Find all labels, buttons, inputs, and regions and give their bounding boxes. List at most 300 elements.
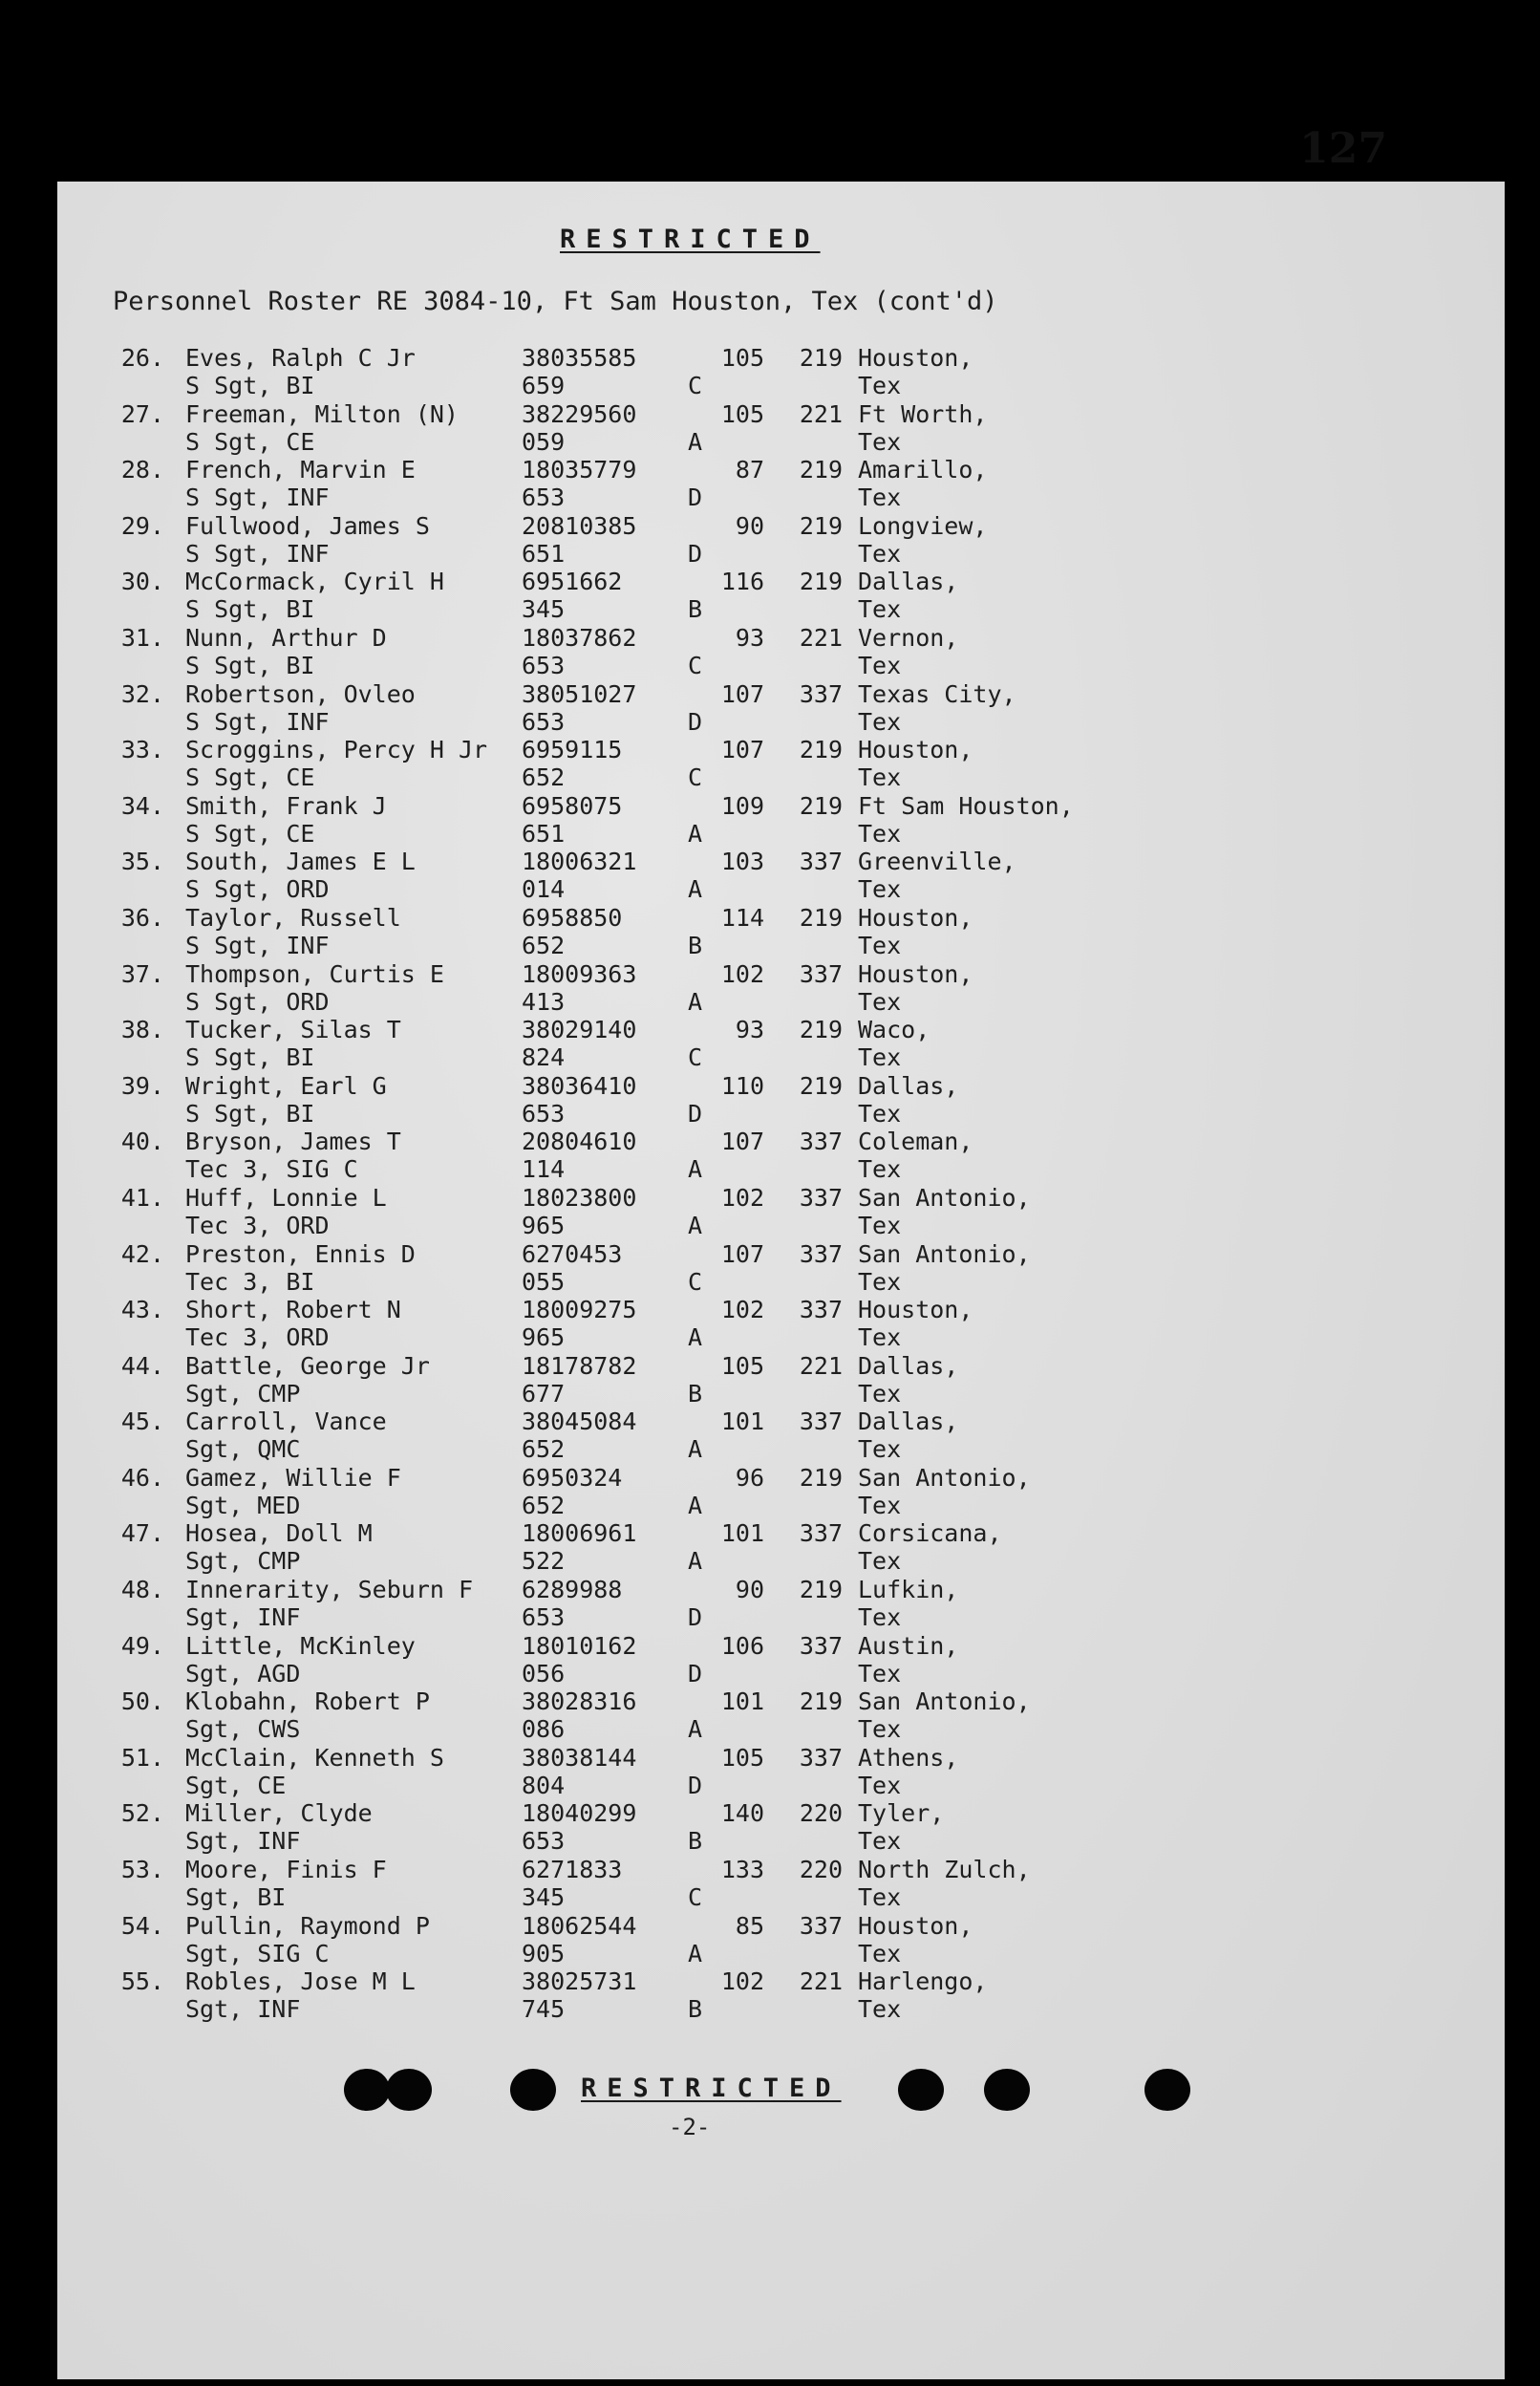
entry-col-b: 337: [799, 1128, 843, 1156]
roster-entry: [0, 1184, 1540, 1240]
entry-col-b: 219: [799, 1016, 843, 1044]
roster-entry: [0, 1632, 1540, 1688]
entry-code: 651: [522, 539, 566, 568]
roster-entry: [0, 680, 1540, 737]
roster-entry: [0, 960, 1540, 1017]
entry-city: Ft Worth,: [858, 399, 988, 428]
entry-name: Robertson, Ovleo: [185, 679, 416, 708]
entry-state: Tex: [858, 1995, 902, 2024]
entry-grade: C: [688, 763, 703, 792]
entry-rank: S Sgt, INF: [185, 539, 330, 568]
entry-number: 37.: [120, 959, 164, 988]
entry-col-a: 96: [735, 1463, 764, 1492]
entry-city: Houston,: [858, 1911, 973, 1940]
entry-code: 522: [522, 1547, 566, 1576]
entry-serial: 6958850: [522, 903, 623, 932]
entry-col-b: 219: [799, 511, 843, 540]
entry-city: Harlengo,: [858, 1967, 988, 1996]
entry-rank: S Sgt, ORD: [185, 987, 330, 1016]
roster-entry: [0, 1072, 1540, 1129]
entry-serial: 18009275: [522, 1296, 637, 1324]
roster-list: [0, 344, 1540, 2024]
entry-col-a: 133: [720, 1856, 764, 1884]
entry-number: 51.: [120, 1743, 164, 1772]
entry-number: 42.: [120, 1239, 164, 1268]
entry-name: Klobahn, Robert P: [185, 1687, 430, 1716]
entry-code: 653: [522, 651, 566, 679]
entry-name: Battle, George Jr: [185, 1351, 430, 1380]
entry-serial: 38036410: [522, 1071, 637, 1100]
entry-code: 653: [522, 484, 566, 512]
entry-state: Tex: [858, 819, 902, 848]
entry-state: Tex: [858, 987, 902, 1016]
entry-grade: C: [688, 651, 703, 679]
entry-col-a: 114: [720, 903, 764, 932]
entry-city: Houston,: [858, 736, 973, 764]
roster-entry: [0, 1408, 1540, 1464]
entry-col-b: 219: [799, 1576, 843, 1604]
entry-number: 52.: [120, 1799, 164, 1828]
entry-number: 45.: [120, 1408, 164, 1436]
entry-number: 53.: [120, 1856, 164, 1884]
entry-serial: 20804610: [522, 1128, 637, 1156]
entry-grade: D: [688, 1771, 703, 1799]
roster-entry: [0, 1856, 1540, 1912]
entry-city: Coleman,: [858, 1128, 973, 1156]
entry-state: Tex: [858, 1099, 902, 1128]
entry-code: 965: [522, 1323, 566, 1352]
entry-rank: Sgt, MED: [185, 1491, 301, 1519]
entry-col-a: 102: [720, 1183, 764, 1212]
entry-col-b: 219: [799, 903, 843, 932]
entry-grade: C: [688, 1883, 703, 1912]
roster-entry: [0, 1016, 1540, 1072]
roster-entry: [0, 1240, 1540, 1297]
entry-number: 46.: [120, 1463, 164, 1492]
entry-col-a: 109: [720, 791, 764, 820]
entry-number: 48.: [120, 1576, 164, 1604]
entry-serial: 38028316: [522, 1687, 637, 1716]
entry-code: 653: [522, 1099, 566, 1128]
entry-state: Tex: [858, 1043, 902, 1072]
entry-code: 055: [522, 1267, 566, 1296]
entry-grade: A: [688, 427, 703, 456]
entry-rank: Sgt, INF: [185, 1603, 301, 1632]
entry-state: Tex: [858, 1659, 902, 1687]
entry-rank: Tec 3, BI: [185, 1267, 315, 1296]
roster-entry: [0, 1744, 1540, 1800]
entry-code: 086: [522, 1715, 566, 1744]
entry-city: Houston,: [858, 903, 973, 932]
roster-entry: [0, 344, 1540, 400]
entry-rank: S Sgt, CE: [185, 819, 315, 848]
entry-name: Smith, Frank J: [185, 791, 387, 820]
entry-serial: 38029140: [522, 1016, 637, 1044]
entry-grade: A: [688, 1211, 703, 1239]
entry-serial: 6950324: [522, 1463, 623, 1492]
entry-grade: A: [688, 1435, 703, 1464]
entry-name: McCormack, Cyril H: [185, 568, 444, 596]
entry-state: Tex: [858, 1379, 902, 1408]
entry-state: Tex: [858, 1491, 902, 1519]
entry-city: Waco,: [858, 1016, 930, 1044]
entry-serial: 38035585: [522, 344, 637, 372]
entry-serial: 18035779: [522, 456, 637, 484]
entry-city: Greenville,: [858, 848, 1016, 876]
entry-col-a: 102: [720, 1296, 764, 1324]
entry-number: 26.: [120, 344, 164, 372]
roster-entry: [0, 1799, 1540, 1856]
page-number: 127: [1299, 124, 1387, 173]
entry-name: Short, Robert N: [185, 1296, 401, 1324]
entry-rank: Sgt, INF: [185, 1995, 301, 2024]
entry-rank: Sgt, CMP: [185, 1379, 301, 1408]
entry-state: Tex: [858, 1267, 902, 1296]
entry-name: Scroggins, Percy H Jr: [185, 736, 488, 764]
entry-city: Athens,: [858, 1743, 959, 1772]
entry-rank: Sgt, INF: [185, 1827, 301, 1856]
entry-city: Ft Sam Houston,: [858, 791, 1074, 820]
entry-serial: 6289988: [522, 1576, 623, 1604]
entry-state: Tex: [858, 1323, 902, 1352]
entry-number: 44.: [120, 1351, 164, 1380]
entry-col-a: 107: [720, 1128, 764, 1156]
entry-city: Dallas,: [858, 568, 959, 596]
entry-serial: 6958075: [522, 791, 623, 820]
entry-name: Hosea, Doll M: [185, 1519, 373, 1548]
entry-number: 35.: [120, 848, 164, 876]
entry-state: Tex: [858, 1155, 902, 1184]
entry-name: South, James E L: [185, 848, 416, 876]
punch-hole: [510, 2069, 556, 2111]
entry-col-a: 110: [720, 1071, 764, 1100]
roster-entry: [0, 1687, 1540, 1744]
entry-grade: B: [688, 595, 703, 624]
entry-rank: Sgt, CE: [185, 1771, 287, 1799]
entry-city: North Zulch,: [858, 1856, 1031, 1884]
entry-rank: Sgt, SIG C: [185, 1939, 330, 1967]
entry-city: Amarillo,: [858, 456, 988, 484]
entry-rank: S Sgt, CE: [185, 427, 315, 456]
entry-col-b: 221: [799, 1967, 843, 1996]
entry-number: 27.: [120, 399, 164, 428]
entry-number: 49.: [120, 1631, 164, 1660]
entry-number: 47.: [120, 1519, 164, 1548]
entry-name: Fullwood, James S: [185, 511, 430, 540]
entry-name: Taylor, Russell: [185, 903, 401, 932]
punch-hole: [386, 2069, 432, 2111]
entry-rank: S Sgt, INF: [185, 484, 330, 512]
punch-hole: [1144, 2069, 1190, 2111]
entry-state: Tex: [858, 707, 902, 736]
entry-city: Houston,: [858, 344, 973, 372]
entry-state: Tex: [858, 931, 902, 959]
entry-serial: 18037862: [522, 623, 637, 652]
entry-number: 43.: [120, 1296, 164, 1324]
entry-rank: S Sgt, INF: [185, 707, 330, 736]
entry-col-b: 221: [799, 399, 843, 428]
entry-serial: 6271833: [522, 1856, 623, 1884]
entry-city: Houston,: [858, 959, 973, 988]
entry-state: Tex: [858, 595, 902, 624]
entry-number: 39.: [120, 1071, 164, 1100]
entry-city: Houston,: [858, 1296, 973, 1324]
entry-col-a: 87: [735, 456, 764, 484]
entry-name: Gamez, Willie F: [185, 1463, 401, 1492]
roster-entry: [0, 1352, 1540, 1408]
entry-state: Tex: [858, 1435, 902, 1464]
entry-code: 056: [522, 1659, 566, 1687]
entry-number: 38.: [120, 1016, 164, 1044]
entry-col-b: 219: [799, 1687, 843, 1716]
entry-serial: 18006321: [522, 848, 637, 876]
entry-col-a: 101: [720, 1687, 764, 1716]
entry-name: Wright, Earl G: [185, 1071, 387, 1100]
entry-state: Tex: [858, 1827, 902, 1856]
entry-name: Pullin, Raymond P: [185, 1911, 430, 1940]
entry-serial: 18006961: [522, 1519, 637, 1548]
entry-rank: S Sgt, BI: [185, 651, 315, 679]
entry-city: San Antonio,: [858, 1463, 1031, 1492]
entry-code: 413: [522, 987, 566, 1016]
entry-col-b: 221: [799, 623, 843, 652]
entry-grade: A: [688, 1323, 703, 1352]
entry-rank: S Sgt, CE: [185, 763, 315, 792]
entry-rank: S Sgt, BI: [185, 595, 315, 624]
entry-serial: 18023800: [522, 1183, 637, 1212]
entry-grade: C: [688, 1267, 703, 1296]
roster-entry: [0, 1296, 1540, 1352]
entry-col-a: 107: [720, 679, 764, 708]
entry-name: Little, McKinley: [185, 1631, 416, 1660]
entry-serial: 6959115: [522, 736, 623, 764]
entry-col-a: 105: [720, 399, 764, 428]
entry-code: 059: [522, 427, 566, 456]
entry-grade: A: [688, 875, 703, 904]
entry-state: Tex: [858, 484, 902, 512]
roster-entry: [0, 1519, 1540, 1576]
entry-col-a: 102: [720, 1967, 764, 1996]
entry-city: Dallas,: [858, 1071, 959, 1100]
entry-number: 40.: [120, 1128, 164, 1156]
entry-grade: A: [688, 1715, 703, 1744]
entry-number: 33.: [120, 736, 164, 764]
entry-number: 41.: [120, 1183, 164, 1212]
entry-grade: D: [688, 484, 703, 512]
entry-col-a: 107: [720, 736, 764, 764]
roster-header: Personnel Roster RE 3084-10, Ft Sam Houston, Tex (cont'd): [113, 287, 998, 316]
entry-state: Tex: [858, 539, 902, 568]
entry-grade: A: [688, 1155, 703, 1184]
footer-page-number: -2-: [669, 2114, 711, 2140]
entry-col-b: 220: [799, 1856, 843, 1884]
entry-serial: 38038144: [522, 1743, 637, 1772]
entry-serial: 18010162: [522, 1631, 637, 1660]
entry-col-b: 337: [799, 1631, 843, 1660]
roster-entry: [0, 1912, 1540, 1968]
entry-number: 55.: [120, 1967, 164, 1996]
entry-col-a: 105: [720, 344, 764, 372]
roster-entry: [0, 848, 1540, 904]
entry-grade: A: [688, 819, 703, 848]
entry-number: 36.: [120, 903, 164, 932]
entry-state: Tex: [858, 427, 902, 456]
entry-col-a: 107: [720, 1239, 764, 1268]
entry-serial: 18062544: [522, 1911, 637, 1940]
punch-hole: [344, 2069, 390, 2111]
roster-entry: [0, 736, 1540, 792]
entry-grade: C: [688, 1043, 703, 1072]
entry-rank: Sgt, CWS: [185, 1715, 301, 1744]
entry-rank: S Sgt, INF: [185, 931, 330, 959]
entry-rank: Sgt, QMC: [185, 1435, 301, 1464]
entry-name: Moore, Finis F: [185, 1856, 387, 1884]
entry-code: 652: [522, 1435, 566, 1464]
entry-state: Tex: [858, 875, 902, 904]
entry-col-b: 221: [799, 1351, 843, 1380]
entry-grade: C: [688, 372, 703, 399]
entry-name: Preston, Ennis D: [185, 1239, 416, 1268]
entry-col-a: 93: [735, 1016, 764, 1044]
entry-state: Tex: [858, 1939, 902, 1967]
entry-name: Huff, Lonnie L: [185, 1183, 387, 1212]
entry-city: Lufkin,: [858, 1576, 959, 1604]
entry-col-b: 337: [799, 1183, 843, 1212]
entry-number: 29.: [120, 511, 164, 540]
entry-grade: B: [688, 1995, 703, 2024]
entry-number: 30.: [120, 568, 164, 596]
roster-entry: [0, 624, 1540, 680]
entry-code: 345: [522, 1883, 566, 1912]
entry-col-a: 102: [720, 959, 764, 988]
entry-col-b: 219: [799, 344, 843, 372]
entry-col-b: 337: [799, 679, 843, 708]
entry-city: Tyler,: [858, 1799, 945, 1828]
roster-entry: [0, 456, 1540, 512]
entry-state: Tex: [858, 1211, 902, 1239]
entry-city: Dallas,: [858, 1408, 959, 1436]
entry-col-b: 337: [799, 1911, 843, 1940]
entry-city: Dallas,: [858, 1351, 959, 1380]
entry-number: 32.: [120, 679, 164, 708]
entry-state: Tex: [858, 1883, 902, 1912]
entry-col-b: 337: [799, 848, 843, 876]
entry-code: 345: [522, 595, 566, 624]
entry-state: Tex: [858, 1771, 902, 1799]
entry-code: 114: [522, 1155, 566, 1184]
entry-grade: A: [688, 1491, 703, 1519]
entry-rank: Tec 3, ORD: [185, 1323, 330, 1352]
entry-col-b: 337: [799, 1519, 843, 1548]
entry-name: Robles, Jose M L: [185, 1967, 416, 1996]
entry-number: 54.: [120, 1911, 164, 1940]
entry-city: Texas City,: [858, 679, 1016, 708]
entry-col-a: 101: [720, 1408, 764, 1436]
entry-serial: 6951662: [522, 568, 623, 596]
entry-state: Tex: [858, 1603, 902, 1632]
entry-code: 652: [522, 931, 566, 959]
roster-entry: [0, 792, 1540, 849]
entry-code: 653: [522, 1827, 566, 1856]
entry-col-a: 105: [720, 1351, 764, 1380]
roster-entry: [0, 1576, 1540, 1632]
entry-col-a: 90: [735, 1576, 764, 1604]
entry-serial: 38229560: [522, 399, 637, 428]
entry-code: 745: [522, 1995, 566, 2024]
entry-code: 653: [522, 1603, 566, 1632]
entry-city: Corsicana,: [858, 1519, 1002, 1548]
entry-state: Tex: [858, 1715, 902, 1744]
entry-rank: Tec 3, ORD: [185, 1211, 330, 1239]
entry-name: Nunn, Arthur D: [185, 623, 387, 652]
punch-hole: [898, 2069, 944, 2111]
entry-rank: S Sgt, BI: [185, 372, 315, 399]
entry-city: Austin,: [858, 1631, 959, 1660]
entry-state: Tex: [858, 763, 902, 792]
entry-name: McClain, Kenneth S: [185, 1743, 444, 1772]
entry-state: Tex: [858, 372, 902, 399]
entry-rank: S Sgt, ORD: [185, 875, 330, 904]
entry-rank: S Sgt, BI: [185, 1043, 315, 1072]
entry-code: 804: [522, 1771, 566, 1799]
entry-code: 824: [522, 1043, 566, 1072]
entry-grade: A: [688, 1547, 703, 1576]
entry-grade: A: [688, 987, 703, 1016]
entry-col-b: 219: [799, 1463, 843, 1492]
entry-rank: Sgt, CMP: [185, 1547, 301, 1576]
entry-grade: A: [688, 1939, 703, 1967]
entry-col-b: 337: [799, 1239, 843, 1268]
entry-name: Thompson, Curtis E: [185, 959, 444, 988]
entry-code: 651: [522, 819, 566, 848]
entry-city: Longview,: [858, 511, 988, 540]
entry-name: Bryson, James T: [185, 1128, 401, 1156]
roster-entry: [0, 400, 1540, 457]
entry-grade: D: [688, 1659, 703, 1687]
entry-grade: D: [688, 707, 703, 736]
roster-entry: [0, 512, 1540, 569]
entry-rank: Sgt, AGD: [185, 1659, 301, 1687]
entry-code: 652: [522, 1491, 566, 1519]
entry-city: San Antonio,: [858, 1239, 1031, 1268]
entry-city: Vernon,: [858, 623, 959, 652]
entry-code: 653: [522, 707, 566, 736]
roster-entry: [0, 568, 1540, 624]
entry-code: 905: [522, 1939, 566, 1967]
entry-code: 014: [522, 875, 566, 904]
entry-col-a: 116: [720, 568, 764, 596]
entry-serial: 38045084: [522, 1408, 637, 1436]
entry-name: Tucker, Silas T: [185, 1016, 401, 1044]
roster-entry: [0, 1967, 1540, 2024]
entry-number: 28.: [120, 456, 164, 484]
entry-col-b: 220: [799, 1799, 843, 1828]
entry-col-b: 337: [799, 1296, 843, 1324]
roster-entry: [0, 1464, 1540, 1520]
entry-code: 652: [522, 763, 566, 792]
entry-serial: 38051027: [522, 679, 637, 708]
entry-name: Freeman, Milton (N): [185, 399, 459, 428]
entry-number: 31.: [120, 623, 164, 652]
entry-col-b: 219: [799, 568, 843, 596]
roster-entry: [0, 904, 1540, 960]
entry-grade: B: [688, 1379, 703, 1408]
entry-city: San Antonio,: [858, 1687, 1031, 1716]
entry-serial: 18178782: [522, 1351, 637, 1380]
entry-code: 677: [522, 1379, 566, 1408]
entry-grade: B: [688, 931, 703, 959]
entry-name: Miller, Clyde: [185, 1799, 373, 1828]
